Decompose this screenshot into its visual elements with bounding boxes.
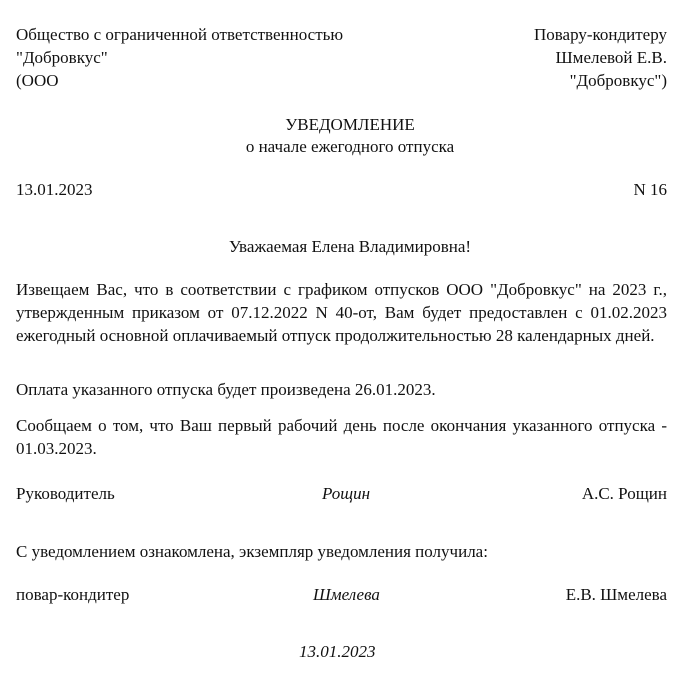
manager-position: Руководитель <box>16 484 115 503</box>
document-number: N 16 <box>633 180 667 199</box>
sender-line-2: "Добровкус" <box>16 48 108 67</box>
paragraph-payment: Оплата указанного отпуска будет произведена 26.01.2023. <box>16 380 436 399</box>
sender-line-1: Общество с ограниченной ответственностью <box>16 25 344 44</box>
acknowledgement-text: С уведомлением ознакомлена, экземпляр уведомления получила: <box>16 542 488 561</box>
recipient-line-1: Повару-кондитеру <box>533 25 667 44</box>
employee-position: повар-кондитер <box>16 585 130 604</box>
employee-signature: Шмелева <box>313 585 380 604</box>
acknowledgement-date: 13.01.2023 <box>299 642 376 661</box>
greeting: Уважаемая Елена Владимировна! <box>228 237 472 256</box>
manager-signature: Рощин <box>322 484 371 503</box>
paragraph-return: Сообщаем о том, что Ваш первый рабочий день после окончания указанного отпуска - 01.03.2023. <box>16 416 667 458</box>
document-title: УВЕДОМЛЕНИЕ <box>285 115 415 134</box>
recipient-line-2: Шмелевой Е.В. <box>555 48 667 67</box>
manager-name: А.С. Рощин <box>581 484 667 503</box>
employee-name: Е.В. Шмелева <box>565 585 667 604</box>
paragraph-main: Извещаем Вас, что в соответствии с графиком отпусков ООО "Добровкус" на 2023 г., утвержденным приказом от 07.12.2022 N 40-от, Вам будет предоставлен с 01.02.2023 ежегодный основной оплачиваемый отпуск продолжительностью 28 календарных дней. <box>16 280 667 345</box>
sender-line-3: (ООО <box>16 71 59 90</box>
document-date: 13.01.2023 <box>16 180 93 199</box>
document-subtitle: о начале ежегодного отпуска <box>245 137 455 156</box>
recipient-line-3: "Добровкус") <box>569 71 667 90</box>
